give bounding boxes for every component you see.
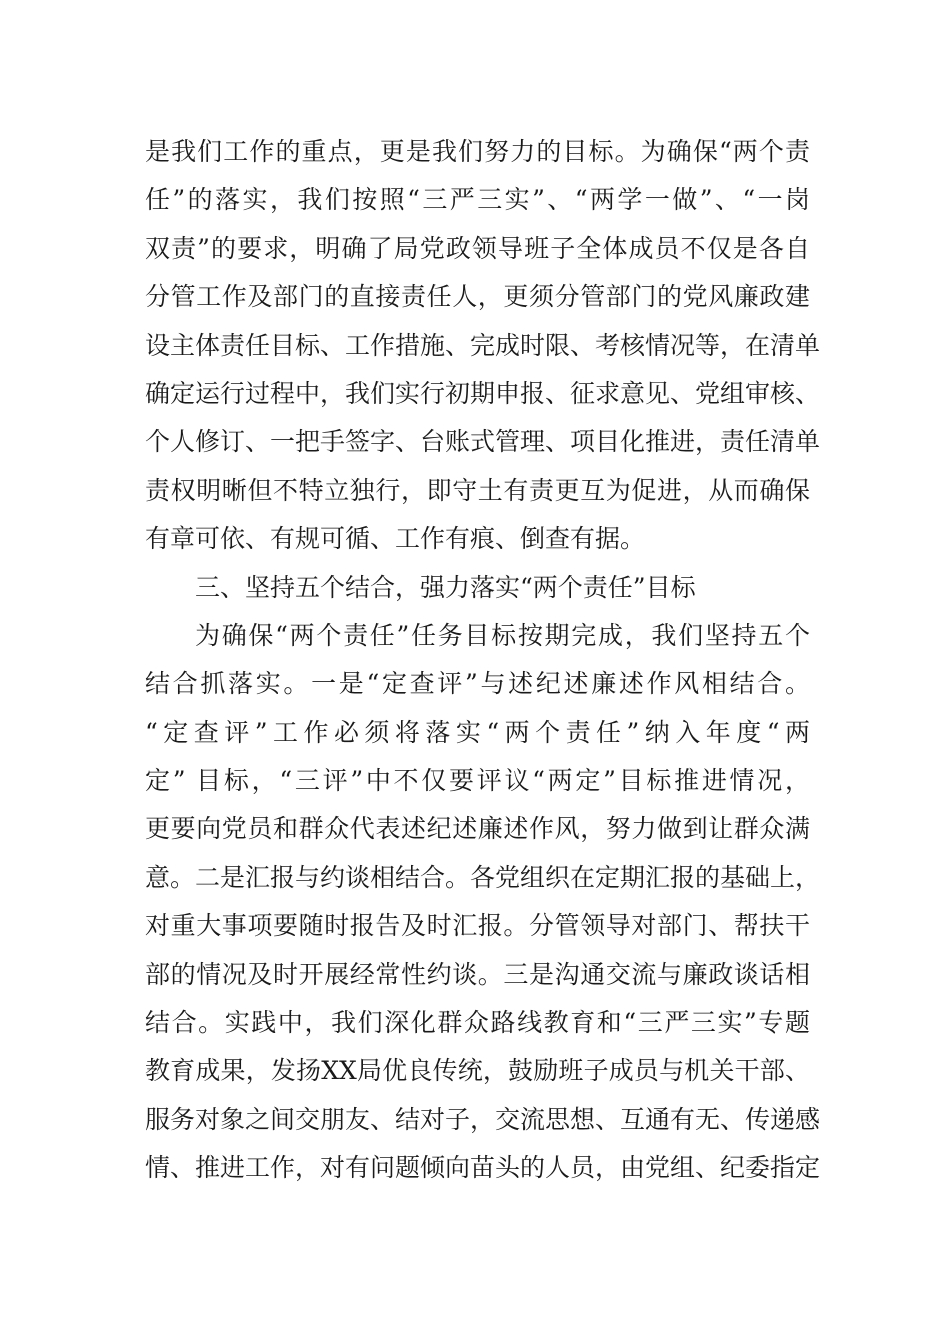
section-heading: 三、坚持五个结合，强力落实“两个责任”目标 (195, 572, 696, 602)
paragraph-line: 有章可依、有规可循、工作有痕、倒查有据。 (145, 524, 646, 554)
paragraph-line: 为确保“两个责任”任务目标按期完成，我们坚持五个 (195, 620, 810, 650)
paragraph-line: 结合抓落实。一是“定查评”与述纪述廉述作风相结合。 (145, 669, 810, 699)
document-body (145, 128, 821, 1193)
paragraph-line: 定” 目标，“三评”中不仅要评议“两定”目标推进情况， (145, 766, 810, 796)
paragraph-line: 对重大事项要随时报告及时汇报。分管领导对部门、帮扶干 (145, 911, 810, 941)
paragraph-line: 责权明晰但不特立独行，即守土有责更互为促进，从而确保 (145, 475, 810, 505)
paragraph-line: 是我们工作的重点，更是我们努力的目标。为确保“两个责 (145, 137, 810, 166)
paragraph-line: 任”的落实，我们按照“三严三实”、“两学一做”、“一岗 (145, 185, 810, 215)
paragraph-line: 教育成果，发扬XX局优良传统，鼓励班子成员与机关干部、 (145, 1056, 810, 1086)
paragraph-line: 个人修订、一把手签字、台账式管理、项目化推进，责任清单 (145, 427, 821, 457)
paragraph-line: 意。二是汇报与约谈相结合。各党组织在定期汇报的基础上， (145, 862, 821, 892)
paragraph-line: 双责”的要求，明确了局党政领导班子全体成员不仅是各自 (145, 233, 810, 263)
paragraph-line: 设主体责任目标、工作措施、完成时限、考核情况等，在清单 (145, 330, 821, 360)
paragraph-line: 部的情况及时开展经常性约谈。三是沟通交流与廉政谈话相 (145, 959, 810, 989)
paragraph-line: “定查评”工作必须将落实“两个责任”纳入年度“两 (145, 717, 810, 747)
paragraph-line: 情、推进工作，对有问题倾向苗头的人员，由党组、纪委指定 (145, 1153, 821, 1183)
paragraph-line: 分管工作及部门的直接责任人，更须分管部门的党风廉政建 (145, 282, 810, 312)
paragraph-line: 结合。实践中，我们深化群众路线教育和“三严三实”专题 (145, 1008, 810, 1038)
paragraph-line: 服务对象之间交朋友、结对子，交流思想、互通有无、传递感 (145, 1104, 821, 1134)
paragraph-line: 更要向党员和群众代表述纪述廉述作风，努力做到让群众满 (145, 814, 810, 844)
paragraph-line: 确定运行过程中，我们实行初期申报、征求意见、党组审核、 (145, 378, 821, 408)
